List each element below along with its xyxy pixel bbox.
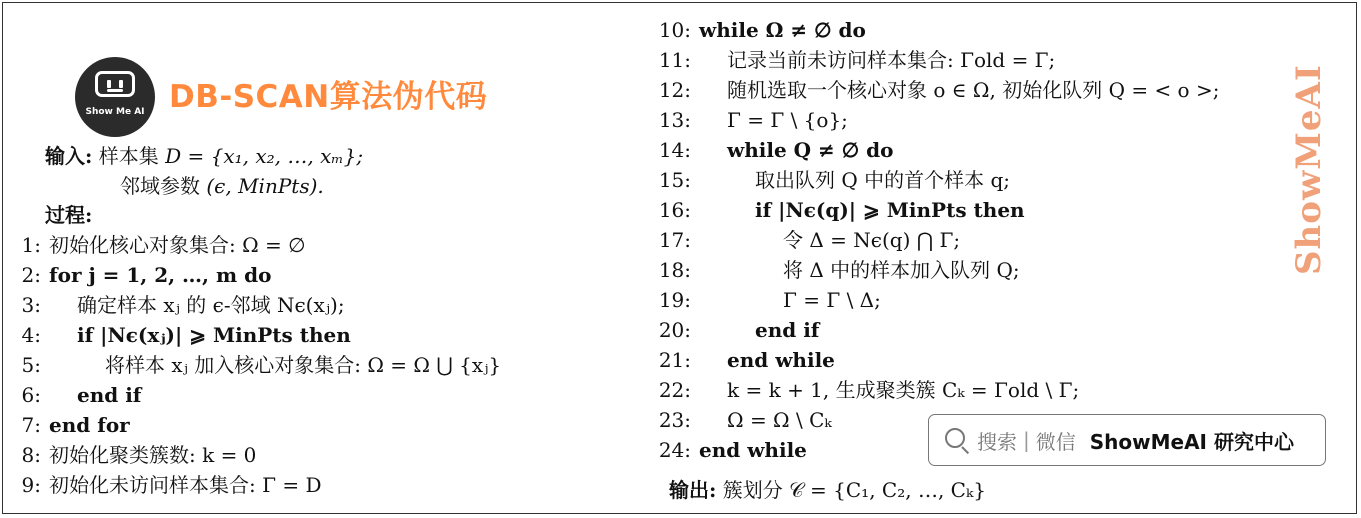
output-label: 输出:: [669, 478, 717, 502]
algo-line-6: 6: end if: [21, 383, 142, 407]
algo-line-17: 17: 令 Δ = Nϵ(q) ⋂ Γ;: [658, 228, 961, 252]
brand-label: ShowMeAI 研究中心: [1089, 429, 1294, 454]
wechat-label: 微信: [1035, 429, 1076, 454]
algo-line-16: 16: if |Nϵ(q)| ⩾ MinPts then: [658, 198, 1025, 222]
input-text-2: 邻域参数: [120, 174, 200, 198]
input-label: 输入:: [45, 144, 93, 168]
algo-line-11: 11: 记录当前未访问样本集合: Γold = Γ;: [658, 48, 1056, 72]
page-title: DB-SCAN算法伪代码: [169, 79, 488, 115]
search-icon: [943, 426, 971, 454]
showmeai-logo: [75, 57, 155, 137]
search-box[interactable]: [928, 414, 1326, 466]
algo-line-4: 4: if |Nϵ(xⱼ)| ⩾ MinPts then: [21, 323, 351, 347]
input-line-1: [45, 143, 363, 169]
algo-line-15: 15: 取出队列 Q 中的首个样本 q;: [658, 168, 1011, 192]
input-math-2: (ϵ, MinPts).: [206, 174, 324, 198]
watermark-text: ShowMeAI: [1289, 64, 1329, 275]
robot-face-icon: [95, 71, 135, 97]
algo-line-8: 8: 初始化聚类簇数: k = 0: [21, 443, 257, 467]
algo-line-7: 7: end for: [21, 413, 130, 437]
algo-line-2: 2: for j = 1, 2, …, m do: [21, 263, 272, 287]
algo-line-9: 9: 初始化未访问样本集合: Γ = D: [21, 473, 322, 497]
algo-line-21: 21: end while: [658, 348, 835, 372]
search-divider: |: [1023, 428, 1030, 452]
algo-line-5: 5: 将样本 xⱼ 加入核心对象集合: Ω = Ω ⋃ {xⱼ}: [21, 353, 502, 377]
algo-line-13: 13: Γ = Γ \ {o};: [658, 108, 848, 132]
input-math-1: D = {x₁, x₂, …, xₘ};: [165, 144, 364, 168]
process-label-line: [45, 202, 92, 228]
logo-text: Show Me AI: [85, 107, 145, 117]
algo-line-3: 3: 确定样本 xⱼ 的 ϵ-邻域 Nϵ(xⱼ);: [21, 293, 345, 317]
algorithm-figure: [2, 2, 1357, 514]
process-label: 过程:: [45, 203, 93, 227]
algo-line-12: 12: 随机选取一个核心对象 o ∈ Ω, 初始化队列 Q = < o >;: [658, 78, 1220, 102]
search-label: 搜索: [977, 429, 1017, 454]
output-line: [669, 477, 986, 503]
showmeai-watermark: [1289, 43, 1329, 275]
algo-line-24: 24: end while: [658, 438, 807, 462]
algo-line-1: 1: 初始化核心对象集合: Ω = ∅: [21, 233, 306, 257]
input-text-1: 样本集: [98, 144, 159, 168]
algo-line-20: 20: end if: [658, 318, 820, 342]
algo-line-18: 18: 将 Δ 中的样本加入队列 Q;: [658, 258, 1020, 282]
input-line-2: [120, 173, 324, 199]
algo-line-22: 22: k = k + 1, 生成聚类簇 Cₖ = Γold \ Γ;: [658, 378, 1080, 402]
algo-line-23: 23: Ω = Ω \ Cₖ: [658, 408, 832, 432]
algo-line-10: 10: while Ω ≠ ∅ do: [658, 18, 866, 42]
output-text: 簇划分 𝒞 = {C₁, C₂, …, Cₖ}: [722, 478, 986, 502]
algo-line-19: 19: Γ = Γ \ Δ;: [658, 288, 881, 312]
algo-line-14: 14: while Q ≠ ∅ do: [658, 138, 894, 162]
